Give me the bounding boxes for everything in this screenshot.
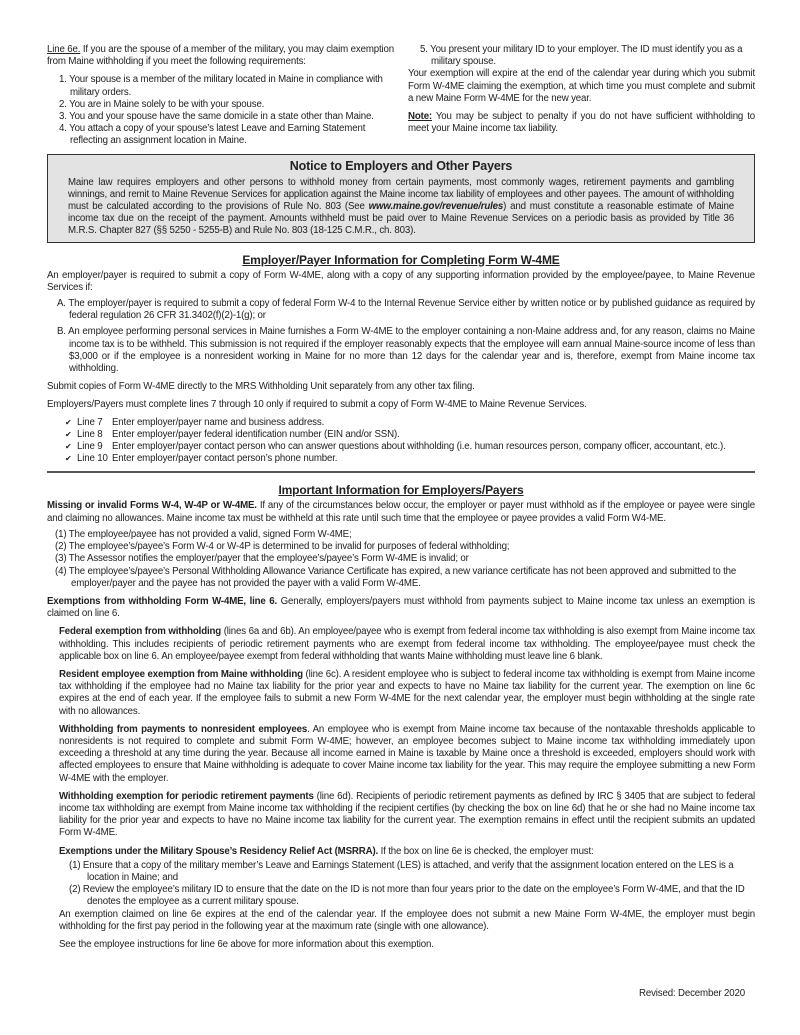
line-text: Enter employer/payer contact person who can answer questions about withholding (i.e. human resources person, company officer, accountant, etc.).	[112, 441, 726, 453]
note-text: You may be subject to penalty if you do not have sufficient withholding to meet your Maine income tax liability.	[408, 111, 755, 135]
list-item: 5. You present your military ID to your employer. The ID must identify you as a military spouse.	[420, 44, 743, 68]
line-text: Enter employer/payer contact person’s phone number.	[112, 453, 338, 465]
see-instructions: See the employee instructions for line 6e above for more information about this exemption.	[59, 938, 434, 950]
line-number: Line 9	[77, 441, 103, 453]
line-number: Line 10	[77, 453, 108, 465]
checkmark-icon: ✔	[65, 417, 72, 427]
checkmark-icon: ✔	[65, 454, 72, 464]
checkmark-icon: ✔	[65, 442, 72, 452]
nonresident-withholding	[47, 724, 755, 785]
notice-text-1: Maine law requires employers and other persons to withhold money from certain payments, most commonly wages, retirement payments and gambling winnings, and remit to Maine Revenue Services for application against the Maine income tax liability of employees and other payees. The amount of withholding must be calculated according to the provisions of Rule No. 803 (See	[68, 176, 734, 213]
line-6e-label: Line 6e.	[47, 44, 81, 55]
notice-text-2: ) and must constitute a reasonable estimate of Maine income tax due on the receipt of the payment. Amounts withheld must be paid over to Maine Revenue Services on a periodic basis as provided by Title 36 M.R.S. Chapter 827 (§§ 5250 - 5255-B) and Rule No. 803 (18-125 C.M.R., ch. 803).	[68, 201, 734, 237]
list-item	[65, 441, 755, 453]
divider	[47, 471, 755, 473]
exemptions	[47, 596, 755, 620]
resident-text: (line 6c). A resident employee who is subject to federal income tax withholding is exempt from Maine income tax withholding if the employee had no Maine tax liability for the prior year and expects to have no Maine tax liability for the current year. The exemption on line 6c expires at the end of each year. If the employee fails to submit a new Form W-4ME for the next calendar year, the employer must begin withholding at the single rate with no allowances.	[59, 668, 755, 717]
intro-text: If you are the spouse of a member of the military, you may claim exemption from Maine withholding if you meet the following requirements:	[47, 44, 394, 68]
federal-text: (lines 6a and 6b). An employee/payee who is exempt from federal income tax withholding is also exempt from Maine income tax withholding. This includes recipients of periodic retirement payments who are exempt from federal income tax withholding. The employee/payee must check the applicable box on line 6. An employee/payee exempt from federal withholding that wants Maine withholding must leave line 6 blank.	[59, 626, 756, 662]
nonresident-label: Withholding from payments to nonresident employees	[59, 723, 308, 735]
msrra-list	[47, 860, 755, 909]
list-item: 2. You are in Maine solely to be with your spouse.	[59, 98, 265, 110]
resident-exemption	[47, 669, 755, 718]
list-item: (1) Ensure that a copy of the military member’s Leave and Earnings Statement (LES) is attached, and verify that the assignment location entered on the LES is a location in Maine; and	[69, 859, 734, 883]
federal-exemption	[47, 626, 755, 663]
notice-title: Notice to Employers and Other Payers	[289, 158, 513, 173]
line-text: Enter employer/payer name and business address.	[112, 416, 325, 428]
nonresident-text: . An employee who is exempt from Maine income tax because of the nontaxable thresholds applicable to nonresidents is not required to complete and submit Form W-4ME; however, an employee becomes subject to Maine income tax withholding immediately upon exceeding a threshold at any time during the year. Because all income earned in Maine is taxable by Maine once a threshold is exceeded, employers should work with affected employees to ensure that Maine withholding is adequate to cover Maine income tax liability for the year. This may require the employee submitting a new Form W-4ME with the employer.	[59, 723, 755, 784]
retirement-text: (line 6d). Recipients of periodic retirement payments as defined by IRC § 3405 that are subject to federal income tax withholding are exempt from Maine income tax withholding if the recipient certifies (by checking the box on line 6d) that he or she had no Maine income tax liability for the prior year and expects to have no Maine income tax liability for the current year. The exemption remains in effect until the recipient submits an updated Form W-4ME.	[59, 790, 755, 839]
exemptions-label: Exemptions from withholding Form W-4ME, line 6.	[47, 595, 278, 607]
rules-link[interactable]: www.maine.gov/revenue/rules	[368, 201, 504, 213]
condition-a: A. The employer/payer is required to submit a copy of federal Form W-4 to the Internal Revenue Service either by written notice or by published guidance as required by federal regulation 26 CFR 31.3402(f)(2)-1(g); or	[57, 298, 755, 322]
list-item	[65, 417, 755, 429]
resident-label: Resident employee exemption from Maine withholding	[59, 668, 303, 680]
missing-forms	[47, 500, 755, 524]
list-item: 3. You and your spouse have the same domicile in a state other than Maine.	[59, 111, 374, 123]
msrra-expire: An exemption claimed on line 6e expires at the end of the calendar year. If the employee does not submit a new Maine Form W-4ME, the employer must begin withholding for the first pay period in the following year at the maximum rate (single with one allowance).	[59, 908, 755, 932]
requirements-list	[47, 74, 394, 147]
list-item	[65, 429, 755, 441]
retirement-exemption	[47, 791, 755, 840]
list-item: 4. You attach a copy of your spouse’s latest Leave and Earning Statement reflecting an assignment location in Maine.	[59, 123, 366, 147]
list-item: (4) The employee’s/payee’s Personal Withholding Allowance Variance Certificate has expired, a new variance certificate has not been approved and submitted to the employer/payer and the payee has not provided the payer with a valid Form W-4ME.	[55, 565, 737, 589]
msrra-label: Exemptions under the Military Spouse’s Residency Relief Act (MSRRA).	[59, 845, 379, 857]
list-item: (2) The employee’s/payee’s Form W-4 or W-4P is determined to be invalid for purposes of federal withholding;	[55, 541, 510, 553]
employer-intro: An employer/payer is required to submit a copy of Form W-4ME, along with a copy of any supporting information provided by the employee/payee, to Maine Revenue Services if:	[47, 269, 755, 293]
condition-b: B. An employee performing personal services in Maine furnishes a Form W-4ME to the employer containing a non-Maine address and, for any reason, claims no Maine income tax is to be withheld. This submission is not required if the employer reasonably expects that the employee will earn annual Maine-source income of less than $3,000 or if the employee is a nonresident working in Maine for no more than 12 days for the calendar year and is, therefore, exempt from Maine income tax withholding.	[57, 326, 755, 375]
missing-label: Missing or invalid Forms W-4, W-4P or W-4ME.	[47, 500, 257, 512]
list-item: (1) The employee/payee has not provided a valid, signed Form W-4ME;	[55, 528, 352, 540]
retirement-label: Withholding exemption for periodic retirement payments	[59, 790, 314, 802]
circumstances-list	[47, 529, 755, 590]
line-text: Enter employer/payer federal identification number (EIN and/or SSN).	[112, 428, 400, 440]
lines-list	[47, 417, 755, 466]
checkmark-icon: ✔	[65, 429, 72, 439]
line-6e-intro	[47, 44, 394, 68]
line-number: Line 8	[77, 428, 103, 440]
missing-text: If any of the circumstances below occur, the employer or payer must withhold as if the employee or payee were single and claiming no allowances. Maine income tax must be withheld at this rate until such time that the employee or payee provides a valid Form W4-ME.	[47, 500, 755, 524]
line-6e-section	[47, 44, 755, 148]
complete-text: Employers/Payers must complete lines 7 through 10 only if required to submit a copy of Form W-4ME to Maine Revenue Services.	[47, 399, 587, 411]
submit-text: Submit copies of Form W-4ME directly to the MRS Withholding Unit separately from any other tax filing.	[47, 381, 475, 393]
list-item	[65, 453, 755, 465]
requirements-list-cont	[408, 44, 755, 68]
exemptions-text: Generally, employers/payers must withhold from payments subject to Maine income tax unless an exemption is claimed on line 6.	[47, 595, 755, 620]
msrra-text: If the box on line 6e is checked, the employer must:	[378, 845, 594, 857]
list-item: (3) The Assessor notifies the employer/payer that the employee’s/payee’s Form W-4ME is invalid; or	[55, 553, 469, 565]
federal-label: Federal exemption from withholding	[59, 626, 222, 638]
document-page	[47, 44, 755, 951]
msrra-exemption	[47, 846, 755, 858]
list-item: 1. Your spouse is a member of the military located in Maine in compliance with military orders.	[59, 74, 383, 98]
list-item: (2) Review the employee’s military ID to ensure that the date on the ID is not more than four years prior to the date on the employee’s Form W-4ME, and that the ID denotes the employee as a current military spouse.	[69, 884, 745, 908]
notice-box	[47, 154, 755, 243]
important-title: Important Information for Employers/Payers	[278, 483, 524, 498]
note	[408, 111, 755, 135]
expire-text: Your exemption will expire at the end of the calendar year during which you submit Form W-4ME claiming the exemption, at which time you must complete and submit a new Maine Form W-4ME for the new year.	[408, 68, 755, 104]
employer-title: Employer/Payer Information for Completing Form W-4ME	[242, 252, 560, 267]
revised-date: Revised: December 2020	[638, 988, 745, 999]
note-label: Note:	[408, 111, 433, 123]
notice-text	[68, 177, 734, 238]
line-number: Line 7	[77, 416, 103, 428]
